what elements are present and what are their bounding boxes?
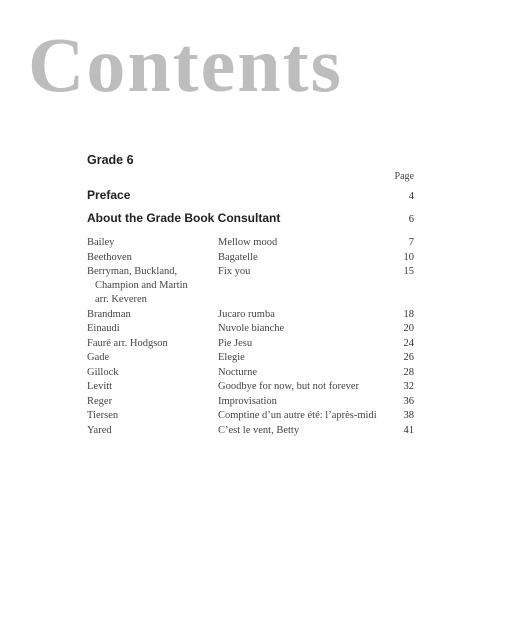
piece-title: C’est le vent, Betty	[218, 424, 300, 436]
composer-line: Brandman	[87, 308, 131, 320]
page-number: 10	[403, 251, 414, 263]
piece-title: Nuvole bianche	[218, 323, 285, 334]
composer-name	[87, 251, 218, 265]
composer-name	[87, 236, 218, 250]
contents-entry[interactable]	[87, 351, 414, 365]
page-number: 38	[403, 410, 414, 421]
composer-name	[87, 409, 218, 423]
piece-title: Fix you	[218, 266, 251, 277]
composer-name	[87, 351, 218, 365]
composer-line: Berryman, Buckland,	[87, 266, 178, 277]
piece-title: Jucaro rumba	[218, 308, 275, 320]
composer-name	[87, 424, 218, 438]
section-about-consultant[interactable]	[87, 211, 414, 225]
piece-title: Elegie	[218, 352, 245, 363]
composer-line: arr. Keveren	[95, 294, 147, 305]
piece-title: Mellow mood	[218, 237, 278, 248]
page-number: 15	[403, 266, 414, 277]
page-number: 24	[403, 337, 414, 349]
piece-title: Goodbye for now, but not forever	[218, 381, 360, 392]
composer-name	[87, 308, 218, 322]
section-page-number: 6	[408, 214, 414, 225]
page-number: 18	[403, 308, 414, 320]
composer-line: Levitt	[87, 381, 113, 392]
composer-name	[87, 322, 218, 336]
page-column-label: Page	[394, 171, 414, 182]
contents-entry[interactable]	[87, 265, 414, 307]
composer-line: Beethoven	[87, 251, 132, 263]
composer-name	[87, 366, 218, 380]
piece-title: Improvisation	[218, 395, 277, 407]
composer-line: Reger	[87, 395, 113, 407]
composer-line: Champion and Martin	[95, 280, 188, 291]
contents-entry[interactable]	[87, 409, 414, 423]
contents-entry[interactable]	[87, 380, 414, 394]
section-page-number: 4	[408, 191, 414, 202]
page-number: 28	[403, 366, 414, 378]
contents-entry[interactable]	[87, 236, 414, 250]
section-preface[interactable]	[87, 188, 414, 202]
composer-line: Gillock	[87, 366, 119, 378]
page-number: 26	[403, 352, 414, 363]
composer-name	[87, 395, 218, 409]
page-title: Contents	[28, 21, 344, 108]
contents-entry[interactable]	[87, 337, 414, 351]
page-number: 32	[403, 381, 414, 392]
page-number: 7	[408, 237, 414, 248]
composer-name	[87, 337, 218, 351]
page-number: 36	[403, 395, 414, 407]
section-title: About the Grade Book Consultant	[87, 211, 281, 225]
contents-entry[interactable]	[87, 308, 414, 322]
page-number: 41	[403, 424, 414, 436]
composer-line: Fauré arr. Hodgson	[87, 337, 168, 349]
composer-line: Einaudi	[87, 323, 120, 334]
section-title: Preface	[87, 188, 131, 202]
composer-line: Tiersen	[87, 410, 119, 421]
composer-name	[87, 265, 218, 307]
composer-name	[87, 380, 218, 394]
contents-list	[87, 236, 414, 438]
piece-title: Pie Jesu	[218, 337, 253, 349]
composer-line: Yared	[87, 424, 112, 436]
contents-entry[interactable]	[87, 366, 414, 380]
composer-line: Bailey	[87, 237, 115, 248]
piece-title: Comptine d’un autre été: l’après-midi	[218, 410, 377, 421]
page-number: 20	[403, 323, 414, 334]
piece-title: Bagatelle	[218, 251, 258, 263]
contents-entry[interactable]	[87, 424, 414, 438]
contents-entry[interactable]	[87, 251, 414, 265]
composer-line: Gade	[87, 352, 110, 363]
piece-title: Nocturne	[218, 366, 258, 378]
grade-heading: Grade 6	[87, 153, 134, 167]
contents-entry[interactable]	[87, 322, 414, 336]
contents-entry[interactable]	[87, 395, 414, 409]
